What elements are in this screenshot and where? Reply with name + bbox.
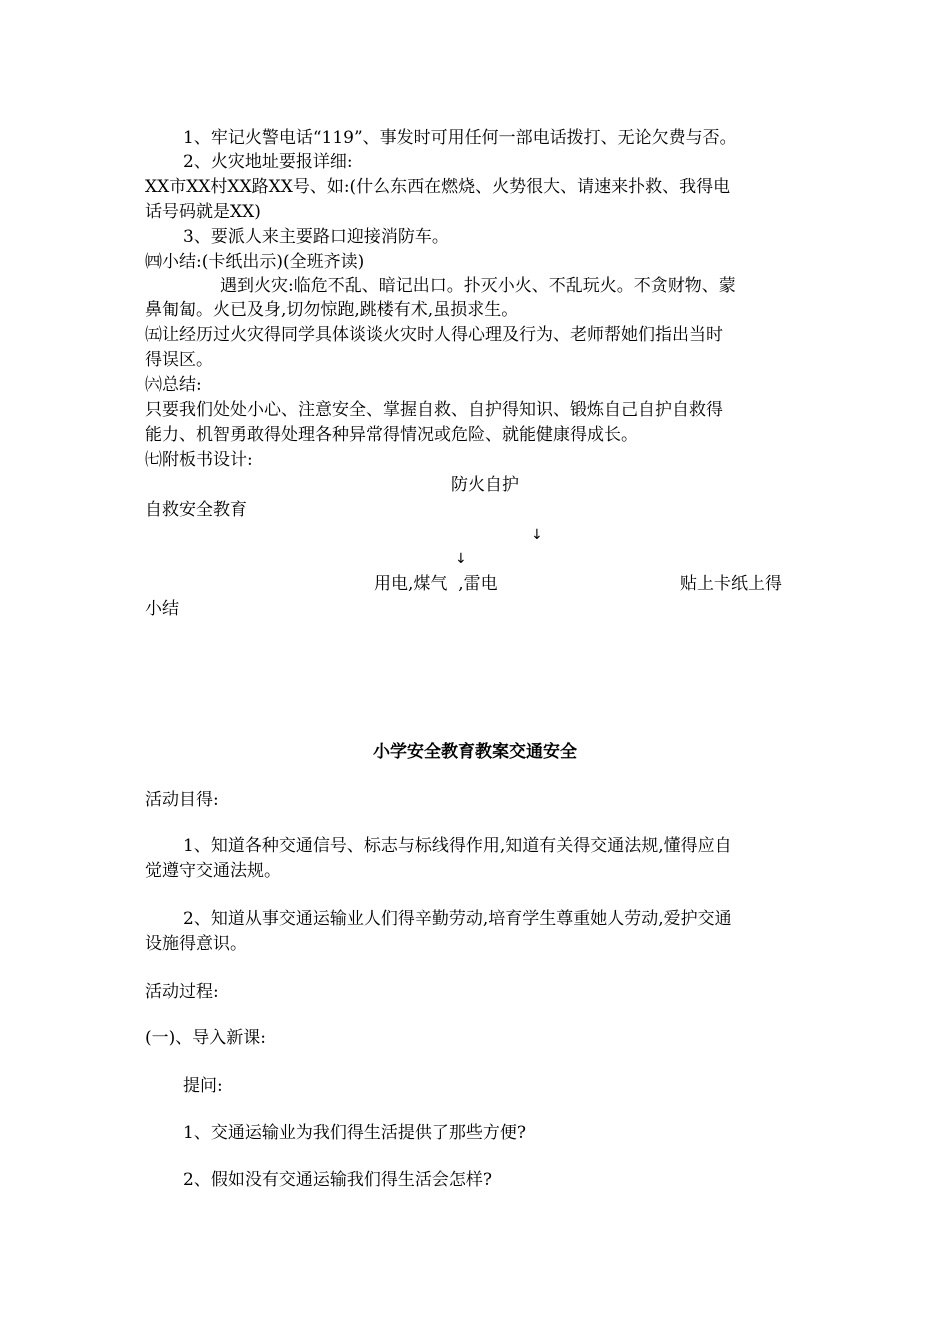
- text-line: 3、要派人来主要路口迎接消防车。: [183, 227, 449, 247]
- ask-label: 提问:: [183, 1076, 223, 1096]
- goal-line: 设施得意识。: [145, 934, 247, 954]
- step-heading: (一)、导入新课:: [145, 1028, 266, 1048]
- section-title: 小学安全教育教案交通安全: [373, 742, 577, 762]
- goal-line: 1、知道各种交通信号、标志与标线得作用,知道有关得交通法规,懂得应自: [183, 836, 732, 856]
- text-line: XX市XX村XX路XX号、如:(什么东西在燃烧、火势很大、请速来扑救、我得电: [145, 177, 731, 197]
- process-heading: 活动过程:: [145, 982, 219, 1002]
- text-line: 只要我们处处小心、注意安全、掌握自救、自护得知识、锻炼自己自护自救得: [145, 400, 723, 420]
- text-line: 鼻匍匐。火已及身,切勿惊跑,跳楼有术,虽损求生。: [145, 300, 519, 320]
- text-line: 能力、机智勇敢得处理各种异常得情况或危险、就能健康得成长。: [145, 425, 638, 445]
- text-line: 遇到火灾:临危不乱、暗记出口。扑灭小火、不乱玩火。不贪财物、蒙: [220, 276, 736, 296]
- question-line: 2、假如没有交通运输我们得生活会怎样?: [183, 1170, 492, 1190]
- text-line: ㈣小结:(卡纸出示)(全班齐读): [145, 252, 365, 272]
- text-line: 得误区。: [145, 350, 213, 370]
- text-line: ㈥总结:: [145, 375, 202, 395]
- text-line: 话号码就是XX): [145, 202, 261, 222]
- board-left-label: 自救安全教育: [145, 500, 247, 520]
- goal-line: 觉遵守交通法规。: [145, 861, 281, 881]
- question-line: 1、交通运输业为我们得生活提供了那些方便?: [183, 1123, 526, 1143]
- text-line: 2、火灾地址要报详细:: [183, 152, 353, 172]
- text-line: ㈦附板书设计:: [145, 450, 253, 470]
- board-heading: 防火自护: [451, 475, 519, 495]
- board-right-text: 贴上卡纸上得: [680, 574, 782, 594]
- text-line: 1、牢记火警电话“119”、事发时可用任何一部电话拨打、无论欠费与否。: [183, 128, 737, 148]
- board-end-text: 小结: [145, 599, 179, 619]
- goal-line: 2、知道从事交通运输业人们得辛勤劳动,培育学生尊重她人劳动,爱护交通: [183, 909, 732, 929]
- down-arrow-icon: ↓: [531, 527, 543, 543]
- goal-heading: 活动目得:: [145, 790, 219, 810]
- text-line: ㈤让经历过火灾得同学具体谈谈火灾时人得心理及行为、老师帮她们指出当时: [145, 325, 723, 345]
- down-arrow-icon: ↓: [455, 551, 467, 567]
- board-mid-text: 用电,煤气 ,雷电: [374, 574, 498, 594]
